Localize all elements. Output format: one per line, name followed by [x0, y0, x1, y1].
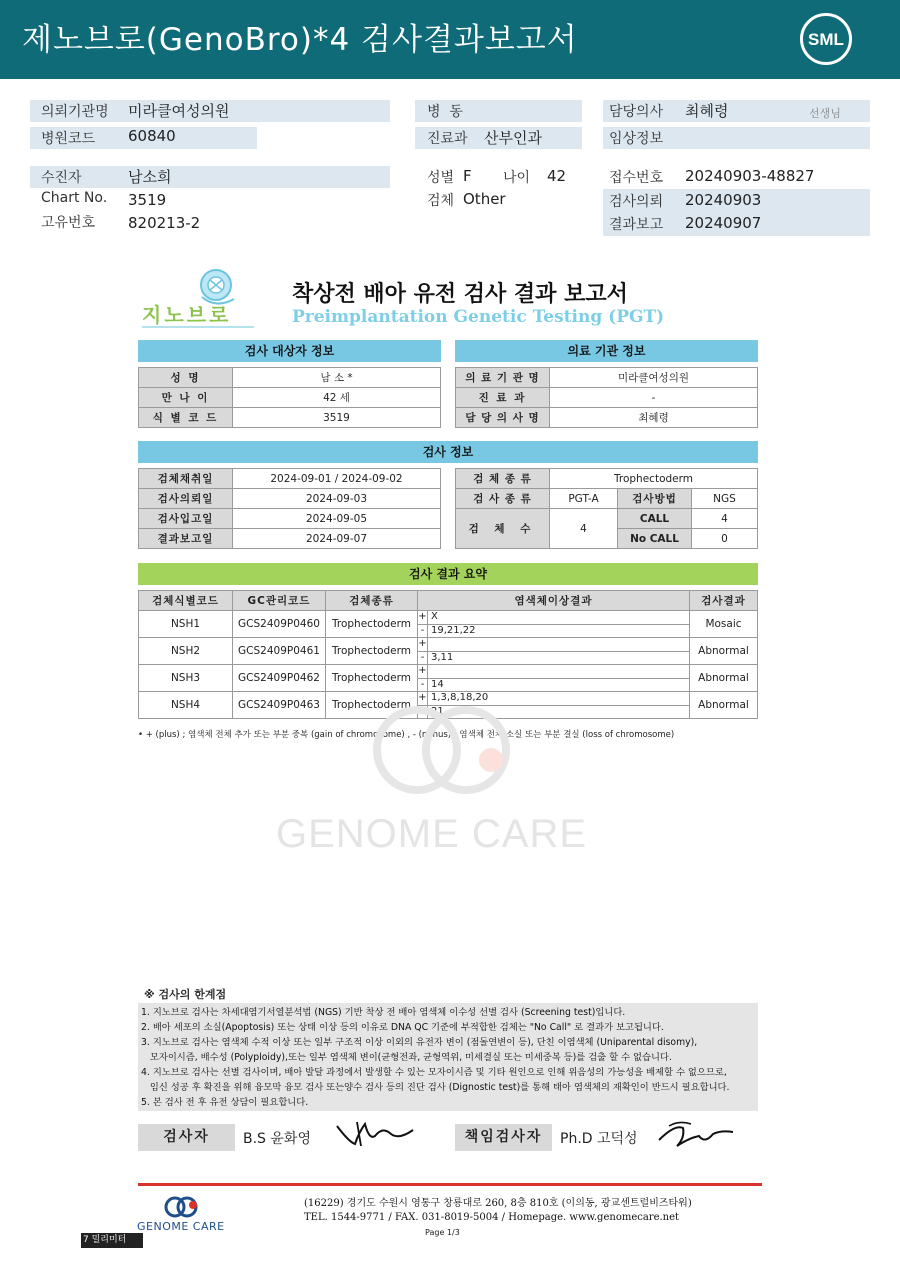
subject-age-value: 42 세 — [233, 388, 441, 408]
row-specimen-type: Trophectoderm — [326, 665, 418, 692]
table-row — [456, 388, 758, 408]
specimen-label: 검체 — [427, 193, 455, 209]
genome-care-logo — [135, 1195, 230, 1235]
table-row — [139, 665, 758, 692]
summary-footnote: • + (plus) ; 염색체 전체 추가 또는 부분 중복 (gain of chromosome) , - (minus) ; 염색체 전체 소실 또는 부분 결실 (loss of chromosome) — [138, 730, 675, 740]
row-gc-code: GCS2409P0460 — [233, 611, 326, 638]
table-row — [139, 408, 441, 428]
minus-sign: - — [418, 625, 428, 637]
ward-label: 병 동 — [427, 104, 463, 120]
test-info-heading: 검사 정보 — [138, 441, 758, 463]
limitations-box — [138, 1003, 758, 1111]
method-label: 검사방법 — [618, 489, 692, 509]
doctor-label: 담당의사 — [609, 104, 664, 120]
report-date-label: 결과보고 — [609, 217, 664, 233]
summary-heading: 검사 결과 요약 — [138, 563, 758, 585]
limitations-title: ※ 검사의 한계점 — [144, 988, 227, 1001]
subject-name-label: 성 명 — [139, 368, 233, 388]
sml-logo-text: SML — [808, 30, 844, 49]
report-header — [0, 0, 900, 79]
row-specimen-id: NSH2 — [139, 638, 233, 665]
subject-age-label: 만 나 이 — [139, 388, 233, 408]
table-row — [456, 368, 758, 388]
row-gc-code: GCS2409P0461 — [233, 638, 326, 665]
inst-dept-label: 진 료 과 — [456, 388, 550, 408]
plus-sign: + — [418, 611, 427, 622]
row-specimen-type: Trophectoderm — [326, 638, 418, 665]
test-dates-table — [138, 468, 441, 549]
sml-logo — [800, 13, 852, 65]
tester-name: B.S 윤화영 — [243, 1131, 311, 1147]
table-row — [139, 529, 441, 549]
subject-info-table — [138, 367, 441, 428]
loss-chromosomes: 19,21,22 — [431, 625, 476, 636]
chief-tester-label: 책임검사자 — [455, 1124, 552, 1151]
unique-id-label: 고유번호 — [41, 215, 96, 231]
report-title-english: Preimplantation Genetic Testing (PGT) — [292, 307, 665, 327]
row-chromosome-result — [418, 611, 690, 638]
unique-id-value: 820213-2 — [128, 214, 201, 232]
collect-label: 검체채취일 — [139, 469, 233, 489]
col-chromosome-result: 염색체이상결과 — [418, 591, 690, 611]
institution-info-heading: 의료 기관 정보 — [455, 340, 758, 362]
gain-chromosomes: X — [431, 611, 438, 622]
subject-info-heading: 검사 대상자 정보 — [138, 340, 441, 362]
receive-label: 검사입고일 — [139, 509, 233, 529]
loss-chromosomes: 14 — [431, 679, 444, 690]
receive-value: 2024-09-05 — [233, 509, 441, 529]
method-value: NGS — [692, 489, 758, 509]
row-test-result: Abnormal — [690, 638, 758, 665]
plus-sign: + — [418, 692, 427, 703]
doctor-value: 최혜령 — [685, 102, 729, 120]
row-specimen-type: Trophectoderm — [326, 611, 418, 638]
table-row — [456, 489, 758, 509]
inst-name-label: 의 료 기 관 명 — [456, 368, 550, 388]
row-test-result: Mosaic — [690, 611, 758, 638]
limitation-line: 모자이시즘, 배수성 (Polyploidy),또는 일부 염색체 변이(균형전좌, 균형역위, 미세결실 또는 미세중복 등)를 검출 할 수 없습니다. — [141, 1052, 672, 1063]
report-date-value: 20240907 — [685, 214, 762, 232]
test-request-value: 2024-09-03 — [233, 489, 441, 509]
table-row — [456, 469, 758, 489]
gain-chromosomes — [428, 638, 431, 651]
subject-code-label: 식 별 코 드 — [139, 408, 233, 428]
nocall-label: No CALL — [618, 529, 692, 549]
nocall-value: 0 — [692, 529, 758, 549]
row-gc-code: GCS2409P0463 — [233, 692, 326, 719]
loss-chromosomes: 3,11 — [431, 652, 454, 663]
sex-label: 성별 — [427, 170, 455, 186]
gain-chromosomes: 1,3,8,18,20 — [431, 692, 489, 703]
specimen-type-value: Trophectoderm — [550, 469, 758, 489]
table-row — [139, 638, 758, 665]
patient-name-label: 수진자 — [41, 170, 82, 186]
table-row — [139, 469, 441, 489]
tester-signature — [335, 1118, 415, 1150]
subject-name-value: 남 소 * — [233, 368, 441, 388]
header-title: 제노브로(GenoBro)*4 검사결과보고서 — [22, 22, 578, 58]
col-gc-code: GC관리코드 — [233, 591, 326, 611]
loss-chromosomes: 21 — [431, 706, 444, 717]
footer-address — [304, 1197, 692, 1225]
address-line: (16229) 경기도 수원시 영통구 창룡대로 260, 8층 810호 (이의동, 광교센트럴비즈타워) — [304, 1198, 692, 1209]
test-request-label: 검사의뢰일 — [139, 489, 233, 509]
call-value: 4 — [692, 509, 758, 529]
row-specimen-id: NSH4 — [139, 692, 233, 719]
patient-name-bar — [30, 166, 390, 188]
tester-label: 검사자 — [138, 1124, 235, 1151]
footer-divider — [138, 1183, 762, 1186]
collect-value: 2024-09-01 / 2024-09-02 — [233, 469, 441, 489]
test-specimen-table — [455, 468, 758, 549]
call-label: CALL — [618, 509, 692, 529]
inst-name-value: 미라클여성의원 — [550, 368, 758, 388]
row-test-result: Abnormal — [690, 665, 758, 692]
limitation-line: 5. 본 검사 전 후 유전 상담이 필요합니다. — [141, 1097, 309, 1108]
row-gc-code: GCS2409P0462 — [233, 665, 326, 692]
col-test-result: 검사결과 — [690, 591, 758, 611]
specimen-type-label: 검 체 종 류 — [456, 469, 550, 489]
chart-value: 3519 — [128, 191, 167, 209]
chief-signature — [655, 1118, 735, 1152]
report-title-korean: 착상전 배아 유전 검사 결과 보고서 — [292, 282, 628, 307]
contact-line: TEL. 1544-9771 / FAX. 031-8019-5004 / Homepage. www.genomecare.net — [304, 1212, 680, 1223]
specimen-value: Other — [463, 190, 506, 208]
col-specimen-id: 검체식별코드 — [139, 591, 233, 611]
plus-sign: + — [418, 665, 427, 676]
hospital-code-value: 60840 — [128, 127, 176, 145]
age-label: 나이 — [503, 170, 531, 186]
row-chromosome-result — [418, 638, 690, 665]
summary-header-row — [139, 591, 758, 611]
chart-label: Chart No. — [41, 190, 108, 206]
table-row — [139, 611, 758, 638]
table-row — [139, 489, 441, 509]
genome-care-icon — [135, 1195, 230, 1219]
request-label: 검사의뢰 — [609, 194, 664, 210]
table-row — [139, 388, 441, 408]
dept-value: 산부인과 — [484, 129, 542, 147]
row-specimen-id: NSH1 — [139, 611, 233, 638]
hospital-code-label: 병원코드 — [41, 131, 96, 147]
chief-tester-name: Ph.D 고덕성 — [560, 1131, 638, 1147]
patient-name-value: 남소희 — [128, 168, 172, 186]
table-row — [139, 509, 441, 529]
minus-sign: - — [418, 679, 428, 691]
ruler-label: 7 밀리미터 — [81, 1233, 143, 1248]
limitation-line: 2. 배아 세포의 소실(Apoptosis) 또는 상태 이상 등의 이유로 DNA QC 기준에 부적합한 검체는 "No Call" 로 결과가 보고됩니다. — [141, 1022, 664, 1033]
col-specimen-type: 검체종류 — [326, 591, 418, 611]
plus-sign: + — [418, 638, 427, 649]
result-report-label: 결과보고일 — [139, 529, 233, 549]
test-type-value: PGT-A — [550, 489, 618, 509]
subject-code-value: 3519 — [233, 408, 441, 428]
genobro-logo-text: 지노브로 — [142, 303, 232, 327]
limitation-line: 4. 지노브로 검사는 선별 검사이며, 배아 발달 과정에서 발생할 수 있는 모자이시즘 및 기타 원인으로 인해 위음성의 가능성을 배제할 수 없으므로, — [141, 1067, 727, 1078]
sex-value: F — [463, 167, 472, 185]
row-test-result: Abnormal — [690, 692, 758, 719]
limitation-line: 임신 성공 후 확진을 위해 융모막 융모 검사 또는양수 검사 등의 진단 검사 (Dignostic test)를 통해 태아 염색체의 재확인이 반드시 필요합니다. — [141, 1082, 730, 1093]
genome-care-logo-text: GENOME CARE — [137, 1220, 225, 1233]
row-chromosome-result — [418, 665, 690, 692]
limitation-line: 3. 지노브로 검사는 염색체 수적 이상 또는 일부 구조적 이상 이외의 유전자 변이 (점돌연변이 등), 단친 이염색체 (Uniparental disomy), — [141, 1037, 698, 1048]
limitation-line: 1. 지노브로 검사는 차세대염기서열분석법 (NGS) 기반 착상 전 배아 염색체 이수성 선별 검사 (Screening test)입니다. — [141, 1007, 626, 1018]
request-value: 20240903 — [685, 191, 762, 209]
gain-chromosomes — [428, 665, 431, 678]
receipt-label: 접수번호 — [609, 170, 664, 186]
institution-label: 의뢰기관명 — [41, 104, 109, 120]
minus-sign: - — [418, 652, 428, 664]
table-row — [456, 408, 758, 428]
inst-doctor-label: 담 당 의 사 명 — [456, 408, 550, 428]
test-type-label: 검 사 종 류 — [456, 489, 550, 509]
table-row — [139, 368, 441, 388]
table-row — [456, 509, 758, 529]
institution-value: 미라클여성의원 — [128, 102, 230, 120]
receipt-value: 20240903-48827 — [685, 167, 815, 185]
clinical-label: 임상정보 — [609, 131, 664, 147]
result-report-value: 2024-09-07 — [233, 529, 441, 549]
institution-info-table — [455, 367, 758, 428]
page-number: Page 1/3 — [425, 1228, 460, 1237]
dept-label: 진료과 — [427, 131, 468, 147]
doctor-suffix: 선생님 — [809, 107, 841, 120]
row-specimen-type: Trophectoderm — [326, 692, 418, 719]
count-value: 4 — [550, 509, 618, 549]
watermark-text: GENOME CARE — [276, 812, 588, 856]
age-value: 42 — [547, 167, 567, 185]
watermark-logo — [373, 705, 511, 795]
summary-table — [138, 590, 758, 719]
inst-dept-value: - — [550, 388, 758, 408]
inst-doctor-value: 최혜령 — [550, 408, 758, 428]
row-specimen-id: NSH3 — [139, 665, 233, 692]
count-label: 검 체 수 — [456, 509, 550, 549]
minus-sign: - — [418, 706, 428, 718]
genobro-logo — [138, 265, 258, 331]
